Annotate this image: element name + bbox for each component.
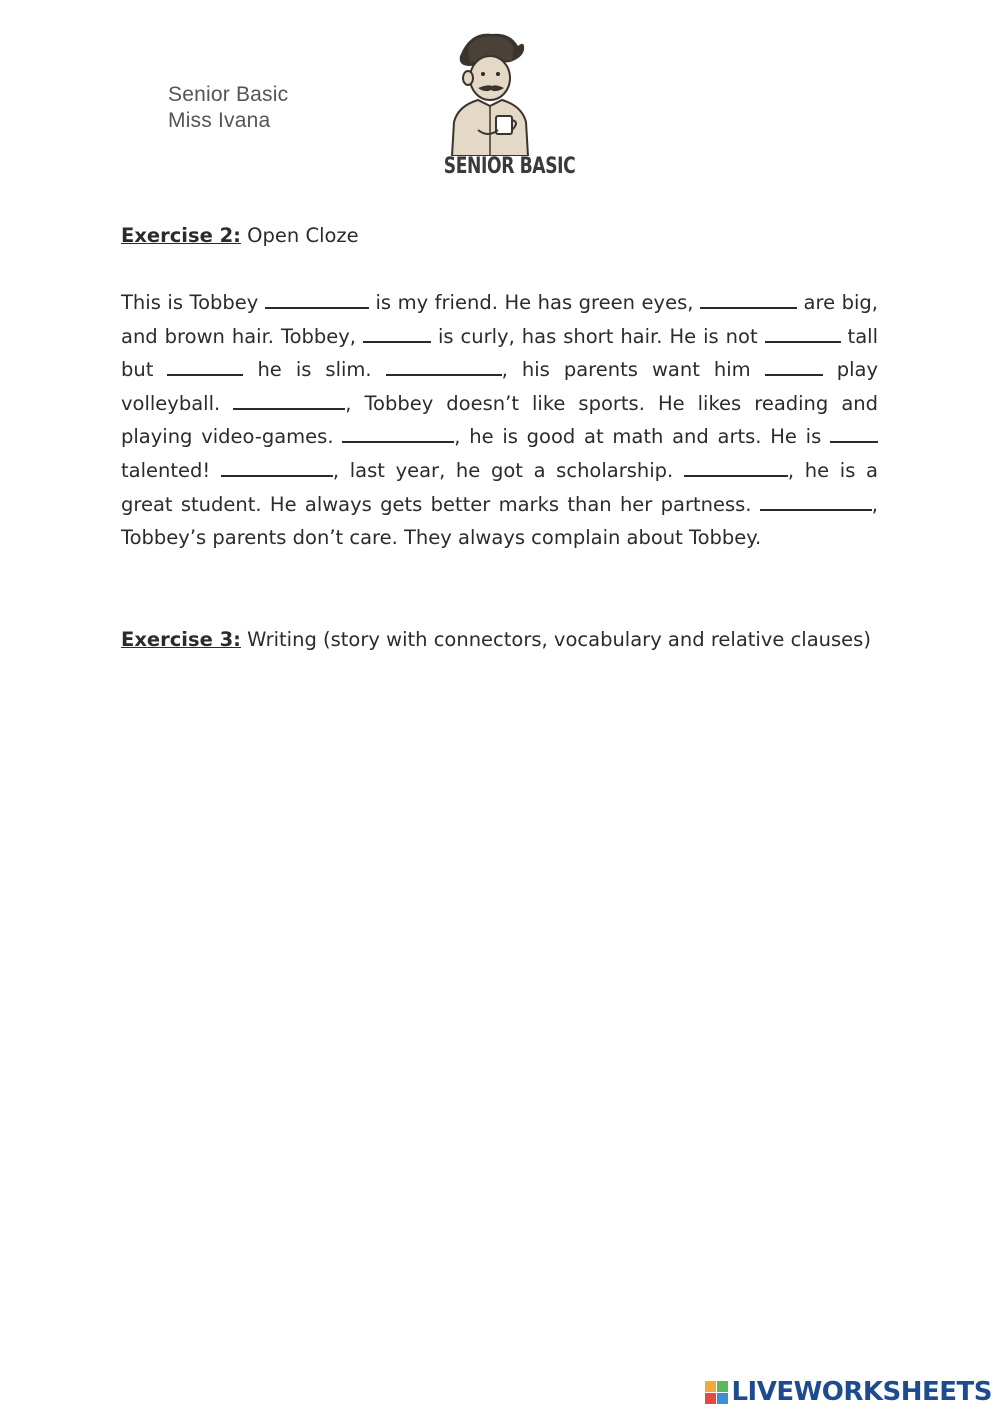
exercise-3-label: Exercise 3:: [121, 628, 241, 651]
senior-basic-logo: [430, 26, 576, 186]
cloze-blank-3[interactable]: [363, 340, 431, 343]
cloze-text: This is Tobbey: [121, 291, 265, 314]
old-man-illustration-icon: [430, 26, 555, 156]
cloze-text: he is slim.: [243, 358, 386, 382]
cloze-text: , Tobbey’s parents don’t care. They always complain about Tobbey.: [121, 492, 878, 550]
cloze-text: tall but: [121, 324, 878, 382]
brand-name: LIVEWORKSHEETS: [731, 1377, 992, 1407]
cloze-text: talented!: [121, 458, 221, 482]
cloze-text: , he is good at math and arts. He is: [454, 425, 831, 449]
cloze-text: play volleyball.: [121, 358, 878, 415]
cloze-blank-5[interactable]: [167, 373, 243, 376]
exercise-3: [121, 623, 878, 657]
teacher-name: Miss Ivana: [168, 109, 271, 132]
exercise-3-text: Writing (story with connectors, vocabulary and relative clauses): [240, 628, 871, 651]
cloze-text: , last year, he got a scholarship.: [332, 458, 684, 482]
logo-caption: SENIOR BASIC: [443, 154, 576, 179]
cloze-blank-7[interactable]: [765, 373, 823, 376]
exercise-2-label: Exercise 2:: [121, 224, 241, 247]
cloze-text: is my friend. He has green eyes,: [368, 291, 700, 314]
cloze-paragraph: [121, 286, 878, 555]
cloze-blank-13[interactable]: [760, 508, 872, 511]
cloze-blank-11[interactable]: [221, 474, 333, 477]
cloze-blank-9[interactable]: [342, 440, 454, 443]
exercise-2-heading: [121, 219, 878, 253]
cloze-text: , he is a great student. He always gets better marks than her partness.: [121, 458, 878, 516]
course-name: Senior Basic: [168, 83, 289, 106]
cloze-blank-4[interactable]: [765, 340, 841, 343]
header-block: [168, 82, 288, 134]
liveworksheets-brand: [705, 1377, 992, 1407]
cloze-text: , his parents want him: [501, 358, 765, 382]
cloze-blank-12[interactable]: [684, 474, 788, 477]
cloze-text: are big, and brown hair. Tobbey,: [121, 291, 879, 348]
cloze-blank-1[interactable]: [265, 306, 369, 309]
cloze-text: is curly, has short hair. He is not: [431, 324, 765, 348]
cloze-blank-2[interactable]: [700, 306, 797, 309]
liveworksheets-logo-icon: [705, 1381, 728, 1404]
cloze-blank-6[interactable]: [386, 373, 502, 376]
cloze-blank-8[interactable]: [233, 407, 345, 410]
cloze-blank-10[interactable]: [830, 440, 878, 443]
exercise-2-title: Open Cloze: [240, 224, 359, 247]
cloze-text: , Tobbey doesn’t like sports. He likes reading and playing video-games.: [121, 391, 879, 449]
